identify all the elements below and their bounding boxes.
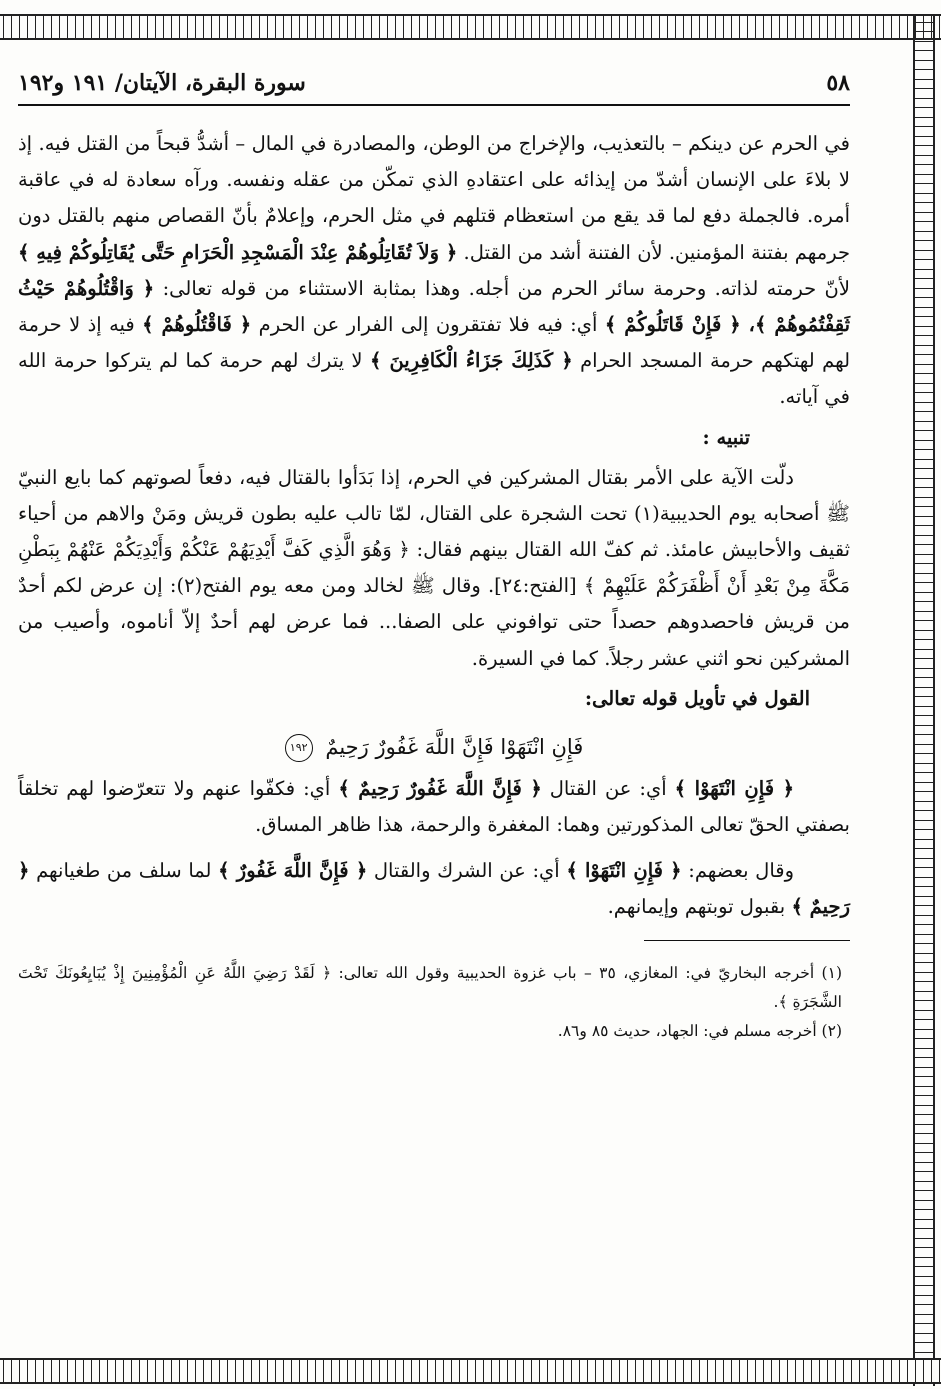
- bottom-ornamental-border: [0, 1358, 941, 1384]
- para3-text: أي: عن القتال: [549, 776, 667, 800]
- right-ornamental-border: [913, 14, 935, 1386]
- verse-192-text: فَإِنِ انْتَهَوْا فَإِنَّ اللَّهَ غَفُورٌ رَحِيمٌ: [325, 734, 584, 759]
- paragraph-3: [18, 771, 850, 843]
- footnote-2: (٢) أخرجه مسلم في: الجهاد، حديث ٨٥ و٨٦.: [557, 1021, 842, 1040]
- quran-quote: ﴿ فَإِنَّ اللَّهَ غَفُورٌ ﴾: [218, 859, 368, 883]
- para2-text: [الفتح:٢٤]. وقال ﷺ لخالد ومن معه يوم الفتح(٢): إن عرض لكم أحدٌ من قريش فاحصدوهم حصداً حتى توافوني على الصفا... فما عرض لهم أحدٌ إلاّ أناموه، وأصيب من المشركين نحو اثني عشر رجلاً. كما في السيرة.: [18, 574, 850, 670]
- para2-text: دلّت الآية على الأمر بقتال المشركين في الحرم، إذا بَدَأوا بالقتال فيه، دفعاً لصوتهم كما بايع النبيّ ﷺ أصحابه يوم الحديبية(١) تحت الشجرة على القتال، لمّا تالب عليه بطون قريش ومَنْ والاهم من أحياء ثقيف والأحابيش عامئذ. ثم كفّ الله القتال بينهم فقال:: [18, 465, 850, 562]
- verse-192: [18, 727, 850, 767]
- top-ornamental-border: [0, 14, 941, 40]
- page-number: ٥٨: [826, 70, 850, 96]
- para1-text: لا يترك لهم حرمة كما لم يتركوا حرمة الله في آياته.: [18, 349, 850, 409]
- quran-quote: ﴿ فَإِنِ انْتَهَوْا ﴾: [566, 859, 682, 883]
- para4-text: أي: عن الشرك والقتال: [373, 859, 560, 883]
- paragraph-4: [18, 853, 850, 925]
- page-title: سورة البقرة، الآيتان/ ١٩١ و١٩٢: [18, 70, 306, 96]
- paragraph-2: [18, 460, 850, 677]
- quran-quote: ﴿ وَاقْتُلُوهُمْ حَيْثُ ثَقِفْتُمُوهُمْ ﴾، ﴿ فَإِنْ قَاتَلُوكُمْ ﴾: [18, 276, 850, 337]
- quran-quote: ﴿ فَإِنَّ اللَّهَ غَفُورٌ رَحِيمٌ ﴾: [338, 776, 542, 800]
- footnote-1: (١) أخرجه البخاريّ في: المغازي، ٣٥ – باب غزوة الحديبية وقول الله تعالى: ﴿ لَقَدْ رَضِيَ اللَّهُ عَنِ الْمُؤْمِنِينَ إِذْ يُبَايِعُونَكَ تَحْتَ الشَّجَرَةِ ﴾.: [18, 963, 842, 1011]
- verse-number-medallion: ١٩٢: [285, 734, 313, 762]
- para3-text: أي: فكفّوا عنهم ولا تتعرّضوا لهم تخلقاً بصفتي الحقّ تعالى المذكورتين وهما: المغفرة والرحمة، هذا ظاهر المساق.: [18, 776, 850, 837]
- para1-text: فيه إذ لا حرمة لهم لهتكهم حرمة المسجد الحرام: [18, 313, 851, 373]
- quran-quote: ﴿ كَذَلِكَ جَزَاءُ الْكَافِرِينَ ﴾: [370, 349, 573, 373]
- quran-quote: ﴿ فَاقْتُلُوهُمْ ﴾: [142, 313, 252, 337]
- quran-quote: ﴿ رَحِيمٌ ﴾: [18, 859, 850, 919]
- page-content: [18, 60, 850, 1046]
- quran-quote: ﴿ وَهُوَ الَّذِي كَفَّ أَيْدِيَهُمْ عَنْكُمْ وَأَيْدِيَكُمْ عَنْهُمْ بِبَطْنِ مَكَّةَ مِنْ بَعْدِ أَنْ أَظْفَرَكُمْ عَلَيْهِمْ ﴾: [18, 538, 851, 598]
- footnotes: [18, 959, 850, 1046]
- para4-text: بقبول توبتهم وإيمانهم.: [607, 895, 786, 919]
- para1-text: أي: فيه فلا تفتقرون إلى الفرار عن الحرم: [258, 313, 598, 337]
- qawl-heading: القول في تأويل قوله تعالى:: [584, 686, 810, 710]
- quran-quote: ﴿ وَلاَ تُقَاتِلُوهُمْ عِنْدَ الْمَسْجِدِ الْحَرَامِ حَتَّى يُقَاتِلُوكُمْ فِيهِ ﴾: [18, 240, 458, 264]
- para4-text: وقال بعضهم:: [688, 859, 795, 883]
- paragraph-1: [18, 126, 850, 416]
- footnote-separator: [644, 940, 850, 941]
- para1-text: لأنّ حرمته لذاته. وحرمة سائر الحرم من أجله. وهذا بمثابة الاستثناء من قوله تعالى:: [162, 276, 850, 300]
- tanbih-heading: تنبيه :: [702, 425, 750, 449]
- footnote-separator-wrap: [18, 926, 850, 951]
- quran-quote: ﴿ فَإِنِ انْتَهَوْا ﴾: [674, 776, 795, 800]
- para4-text: لما سلف من طغيانهم: [36, 859, 212, 883]
- running-header: [18, 60, 850, 106]
- para1-text: في الحرم عن دينكم – بالتعذيب، والإخراج من الوطن، والمصادرة في المال – أشدُّ قبحاً من القتل فيه. إذ لا بلاءَ على الإنسان أشدّ من إيذائه على اعتقادهِ الذي تمكّن من عقله ونفسه. ورآه سعادة له في عاقبة أمره. فالجملة دفع لما قد يقع من استعظام قتلهم في مثل الحرم، وإعلامٌ بأنّ القصاص منهم بالقتل دون جرمهم بفتنة المؤمنين. لأن الفتنة أشد من القتل.: [18, 132, 851, 264]
